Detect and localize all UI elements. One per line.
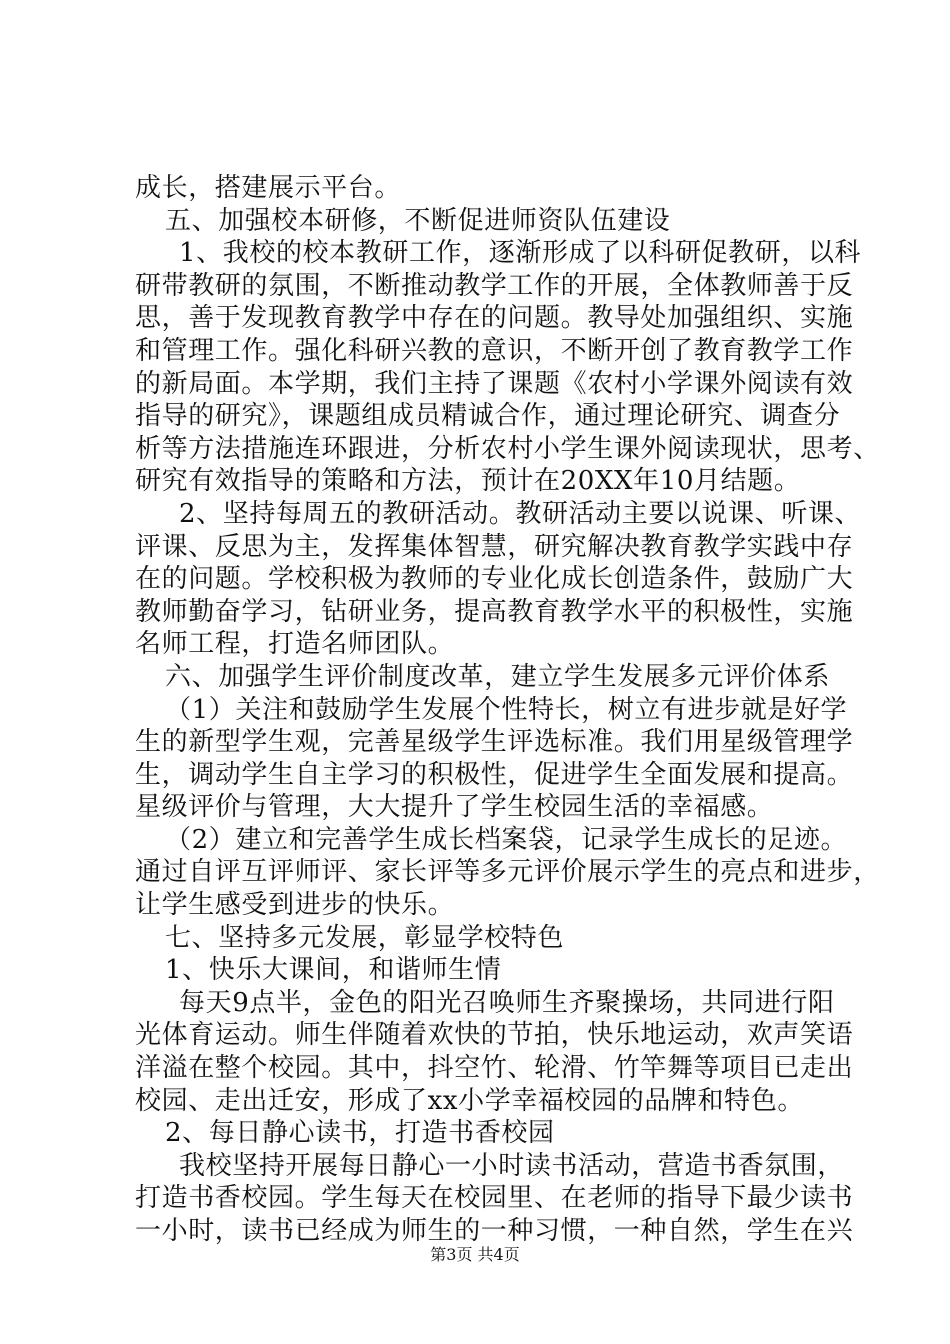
text-line: 研究有效指导的策略和方法，预计在20XX年10月结题。 [135, 466, 801, 497]
text-line: 让学生感受到进步的快乐。 [135, 890, 455, 921]
text-line: 成长，搭建展示平台。 [135, 173, 402, 203]
text-line: 的新局面。本学期，我们主持了课题《农村小学课外阅读有效 [135, 368, 854, 399]
text-line: 每天9点半，金色的阳光召唤师生齐聚操场，共同进行阳 [179, 987, 835, 1018]
text-line: 名师工程，打造名师团队。 [135, 629, 455, 660]
text-line: 五、加强校本研修，不断促进师资队伍建设 [165, 205, 671, 236]
text-line: 六、加强学生评价制度改革，建立学生发展多元评价体系 [165, 661, 831, 692]
text-line: 星级评价与管理，大大提升了学生校园生活的幸福感。 [135, 792, 774, 823]
text-line: 评课、反思为主，发挥集体智慧，研究解决教育教学实践中存 [135, 531, 854, 562]
text-line: 我校坚持开展每日静心一小时读书活动，营造书香氛围， [179, 1150, 845, 1181]
text-line: （2）建立和完善学生成长档案袋，记录学生成长的足迹。 [165, 824, 848, 855]
text-line: 在的问题。学校积极为教师的专业化成长创造条件，鼓励广大 [135, 564, 854, 595]
text-line: 打造书香校园。学生每天在校园里、在老师的指导下最少读书 [135, 1183, 854, 1214]
text-line: 研带教研的氛围，不断推动教学工作的开展，全体教师善于反 [135, 270, 854, 301]
text-line: 教师勤奋学习，钻研业务，提高教育教学水平的积极性，实施 [135, 596, 854, 627]
text-line: 析等方法措施连环跟进，分析农村小学生课外阅读现状，思考、 [135, 433, 880, 464]
document-body [135, 172, 880, 1248]
text-line: （1）关注和鼓励学生发展个性特长，树立有进步就是好学 [165, 694, 848, 725]
text-line: 校园、走出迁安，形成了xx小学幸福校园的品牌和特色。 [135, 1085, 804, 1116]
text-line: 生的新型学生观，完善星级学生评选标准。我们用星级管理学 [135, 727, 854, 758]
text-line: 光体育运动。师生伴随着欢快的节拍，快乐地运动，欢声笑语 [135, 1020, 854, 1051]
text-line: 1、我校的校本教研工作，逐渐形成了以科研促教研，以科 [179, 238, 862, 269]
text-line: 一小时，读书已经成为师生的一种习惯，一种自然，学生在兴 [135, 1216, 854, 1246]
text-line: 生，调动学生自主学习的积极性，促进学生全面发展和提高。 [135, 759, 854, 790]
page-footer: 第3页 共4页 [430, 1245, 520, 1264]
text-line: 2、每日静心读书，打造书香校园 [165, 1118, 555, 1149]
text-line: 七、坚持多元发展，彰显学校特色 [165, 922, 565, 953]
text-line: 通过自评互评师评、家长评等多元评价展示学生的亮点和进步， [135, 857, 880, 888]
text-line: 指导的研究》，课题组成员精诚合作，通过理论研究、调查分 [135, 401, 841, 432]
text-line: 2、坚持每周五的教研活动。教研活动主要以说课、听课、 [179, 498, 862, 529]
text-line: 和管理工作。强化科研兴教的意识，不断开创了教育教学工作 [135, 335, 854, 366]
text-line: 思，善于发现教育教学中存在的问题。教导处加强组织、实施 [135, 303, 854, 334]
text-line: 1、快乐大课间，和谐师生情 [165, 955, 502, 986]
text-line: 洋溢在整个校园。其中，抖空竹、轮滑、竹竿舞等项目已走出 [135, 1053, 854, 1084]
